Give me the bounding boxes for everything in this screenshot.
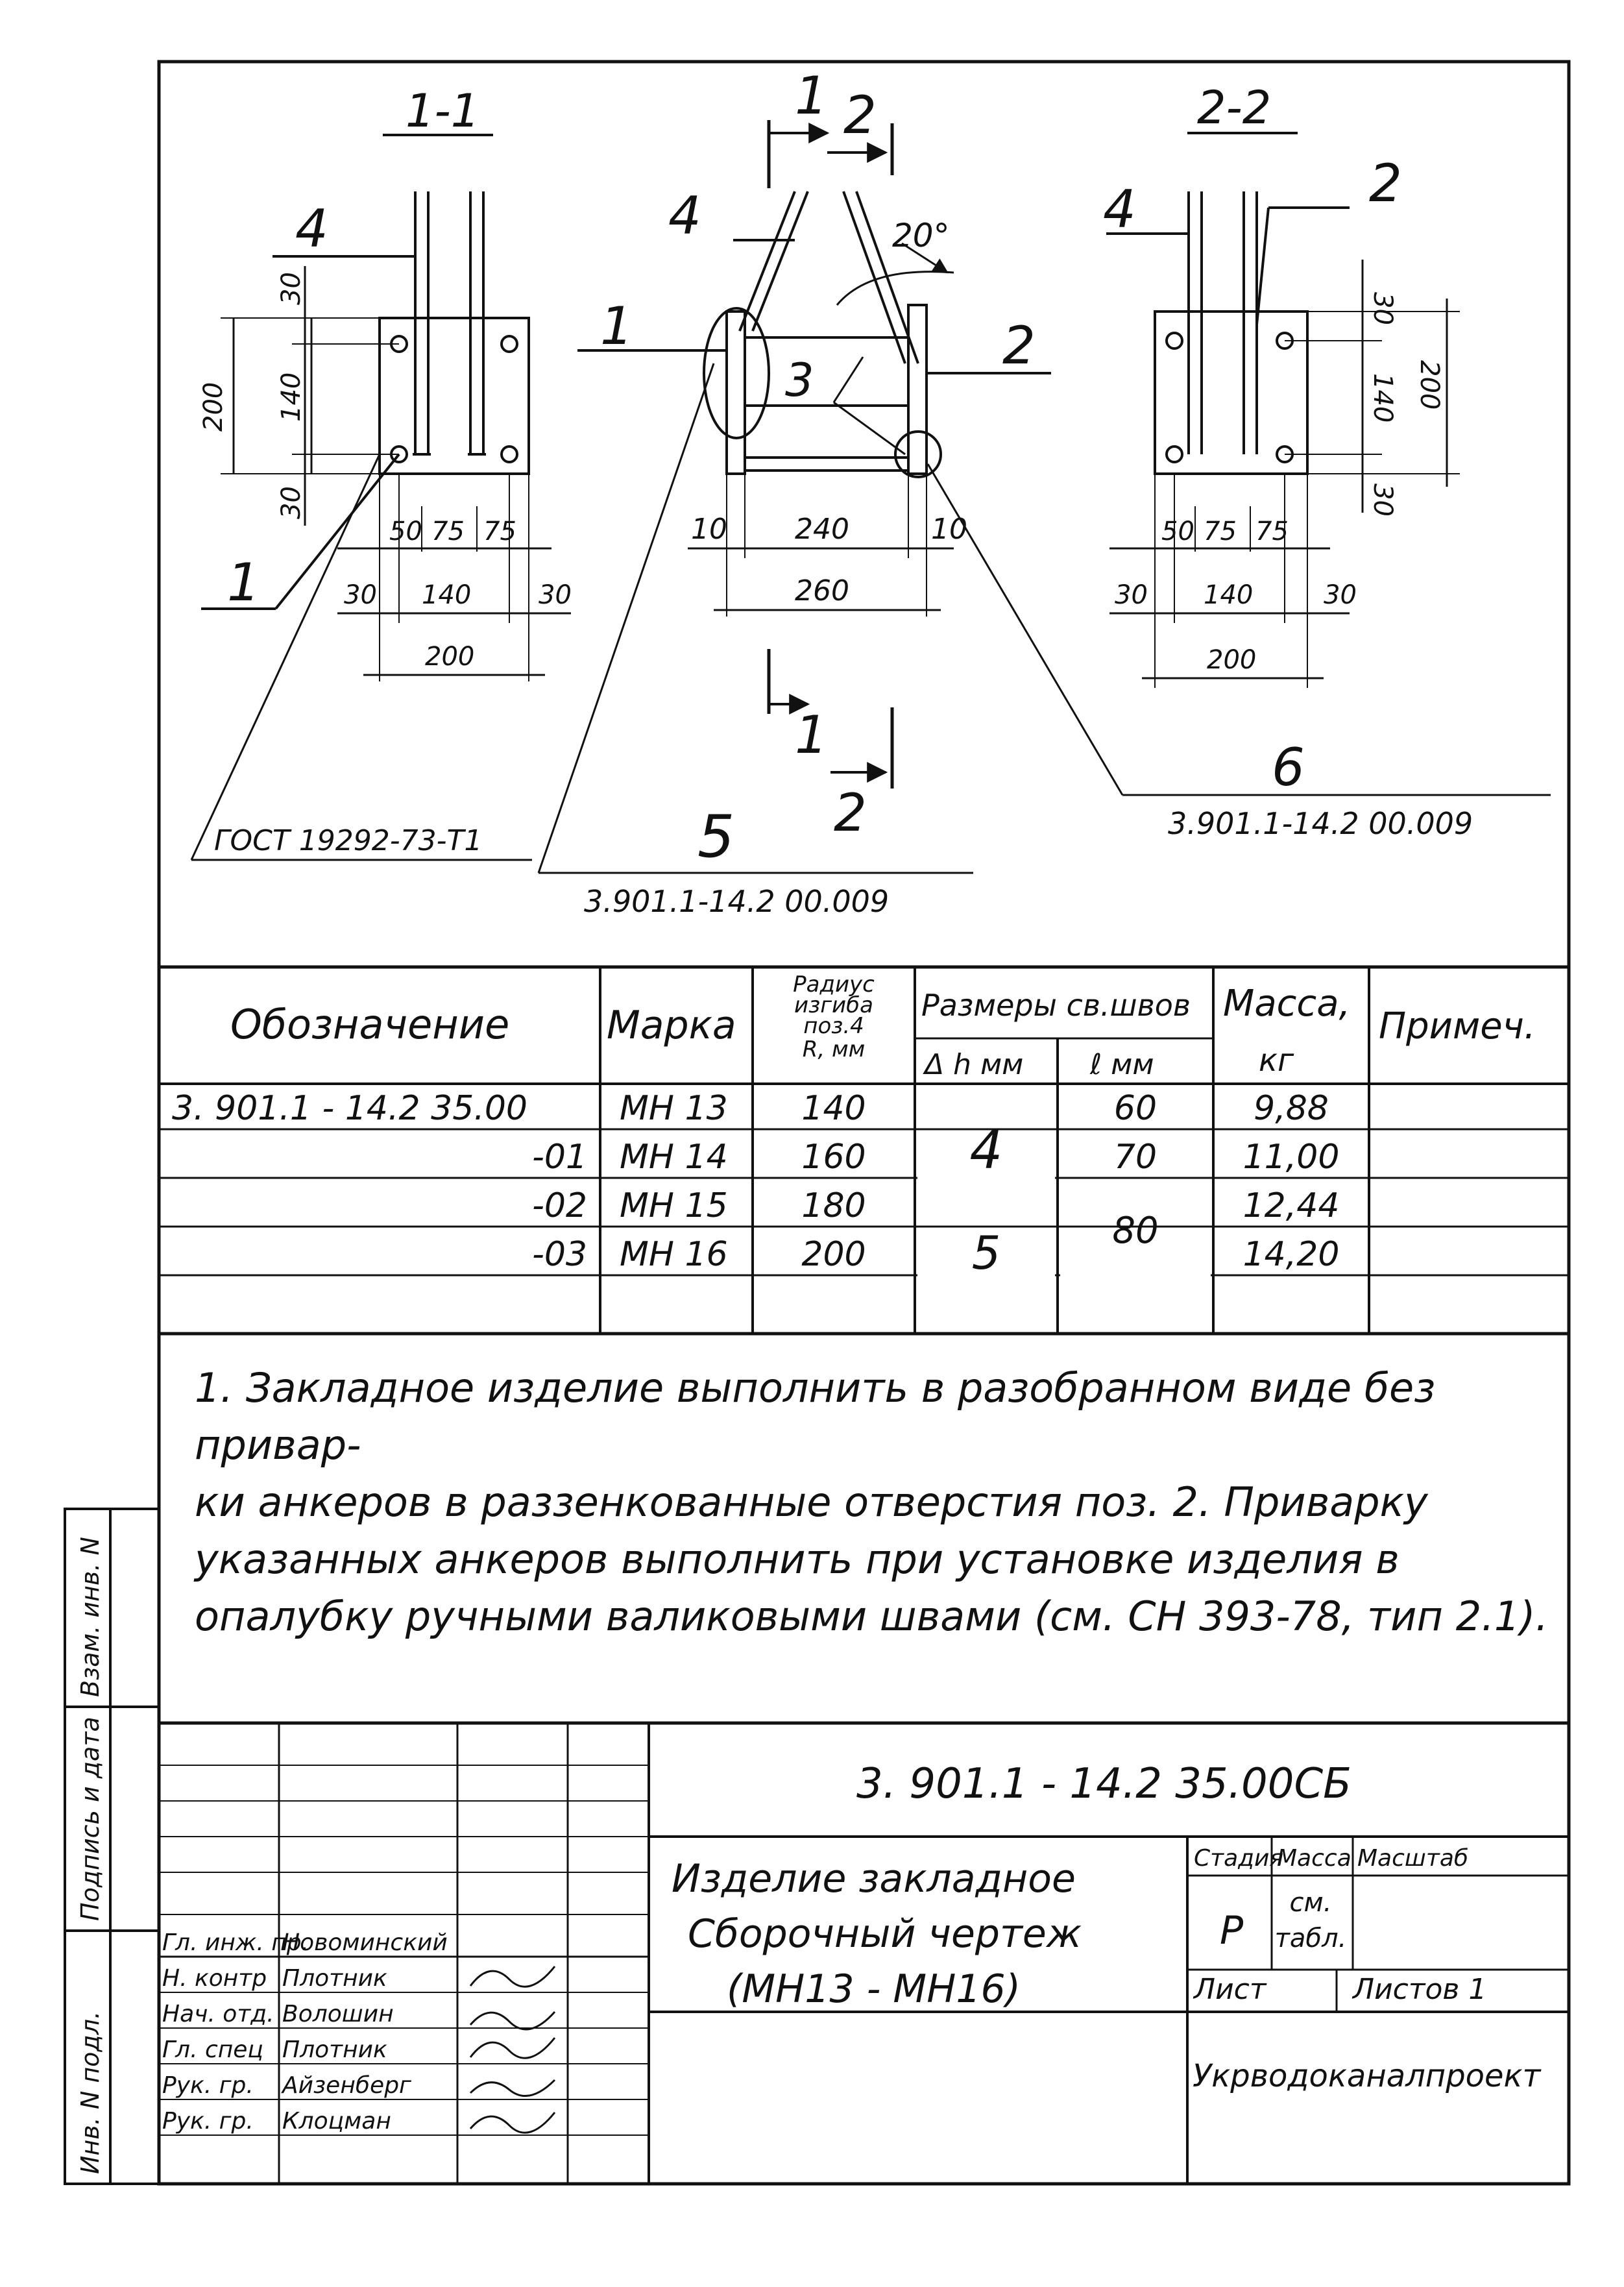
staff-name-1: Новоминский bbox=[282, 1929, 448, 1956]
th-radius-4: R, мм bbox=[802, 1036, 866, 1062]
cut-top-1: 1 bbox=[795, 66, 828, 126]
title-line-3: (МН13 - МН16) bbox=[727, 1966, 1021, 2012]
dim-left-75a: 75 bbox=[431, 517, 465, 546]
dim-mid-10b: 10 bbox=[931, 513, 967, 546]
dim-left-50: 50 bbox=[389, 517, 422, 546]
doc-code: 3. 901.1 - 14.2 35.00СБ bbox=[856, 1760, 1352, 1808]
view-section-1-1 bbox=[191, 135, 571, 860]
row-2-radius: 160 bbox=[801, 1138, 866, 1177]
cut-top-2: 2 bbox=[843, 85, 877, 145]
staff-name-2: Плотник bbox=[282, 1965, 387, 1992]
row-4-mass: 14,20 bbox=[1242, 1235, 1340, 1274]
dim-right-30b: 30 bbox=[1324, 580, 1357, 610]
sheet-label: Лист bbox=[1194, 1973, 1266, 2006]
note-line-2: ки анкеров в раззенкованные отверстия поз. 2. Приварку bbox=[195, 1478, 1428, 1526]
title-line-1: Изделие закладное bbox=[672, 1856, 1076, 1902]
dim-left-200h: 200 bbox=[425, 642, 475, 672]
row-2-mass: 11,00 bbox=[1242, 1138, 1340, 1177]
staff-role-6: Рук. гр. bbox=[162, 2108, 254, 2134]
dim-right-75b: 75 bbox=[1255, 517, 1289, 546]
pos-2-mid: 2 bbox=[1002, 315, 1036, 376]
title-line-2: Сборочный чертеж bbox=[688, 1911, 1082, 1957]
pos-1-left: 1 bbox=[227, 552, 260, 613]
pos-5: 5 bbox=[697, 803, 735, 871]
th-weld: Размеры св.швов bbox=[921, 988, 1191, 1023]
th-l: ℓ мм bbox=[1090, 1048, 1154, 1081]
angle-label: 20° bbox=[892, 217, 950, 254]
staff-role-5: Рук. гр. bbox=[162, 2072, 254, 2099]
th-dh: Δ h мм bbox=[925, 1048, 1024, 1081]
staff-name-5: Айзенберг bbox=[282, 2072, 411, 2099]
section-2-2-label: 2-2 bbox=[1197, 81, 1272, 134]
staff-role-1: Гл. инж. пр. bbox=[162, 1929, 309, 1956]
th-designation: Обозначение bbox=[230, 1001, 510, 1048]
th-radius-3: поз.4 bbox=[803, 1013, 864, 1039]
pos-4-right: 4 bbox=[1103, 179, 1136, 239]
row-1-radius: 140 bbox=[801, 1089, 866, 1128]
th-mass: Масса, bbox=[1223, 983, 1351, 1025]
side-inv-podl: Инв. N подл. bbox=[76, 2011, 104, 2174]
th-mark: Марка bbox=[607, 1003, 736, 1048]
dh-group-b: 5 bbox=[971, 1227, 1001, 1280]
dim-left-75b: 75 bbox=[483, 517, 516, 546]
dim-mid-10a: 10 bbox=[691, 513, 727, 546]
th-mass-unit: кг bbox=[1259, 1042, 1294, 1079]
stage-label: Стадия bbox=[1194, 1845, 1284, 1872]
ref-6: 3.901.1-14.2 00.009 bbox=[1168, 806, 1473, 841]
note-line-1: 1. Закладное изделие выполнить в разобранном виде без привар- bbox=[195, 1364, 1436, 1469]
pos-6: 6 bbox=[1272, 737, 1305, 798]
row-3-designation: -02 bbox=[532, 1186, 587, 1225]
dim-left-30a: 30 bbox=[344, 580, 377, 610]
row-1-mass: 9,88 bbox=[1254, 1089, 1329, 1128]
dim-left-140: 140 bbox=[276, 372, 306, 422]
gost-ref: ГОСТ 19292-73-Т1 bbox=[214, 824, 483, 857]
row-4-radius: 200 bbox=[801, 1235, 866, 1274]
row-2-mark: МН 14 bbox=[620, 1138, 728, 1177]
mass-value-1: см. bbox=[1289, 1888, 1332, 1918]
row-4-mark: МН 16 bbox=[620, 1235, 728, 1274]
staff-role-4: Гл. спец bbox=[162, 2036, 263, 2063]
side-inv-vzam: Взам. инв. N bbox=[76, 1537, 104, 1697]
staff-name-3: Волошин bbox=[282, 2001, 394, 2027]
section-1-1-label: 1-1 bbox=[406, 84, 480, 138]
staff-role-3: Нач. отд. bbox=[162, 2001, 274, 2027]
dim-left-200: 200 bbox=[199, 382, 228, 432]
notes-block bbox=[195, 1360, 1557, 1645]
cut-bot-2: 2 bbox=[834, 783, 867, 843]
staff-name-4: Плотник bbox=[282, 2036, 387, 2063]
dim-left-140h: 140 bbox=[422, 580, 472, 610]
dim-right-30-top: 30 bbox=[1368, 292, 1398, 325]
pos-3-mid: 3 bbox=[785, 354, 814, 407]
pos-2-right: 2 bbox=[1369, 153, 1402, 214]
org-name: Укрводоканалпроект bbox=[1193, 2058, 1541, 2094]
dim-left-30b: 30 bbox=[539, 580, 572, 610]
mass-value-2: табл. bbox=[1274, 1924, 1347, 1953]
row-1-mark: МН 13 bbox=[620, 1089, 728, 1128]
ref-5: 3.901.1-14.2 00.009 bbox=[584, 884, 890, 919]
sheets-label: Листов 1 bbox=[1353, 1973, 1487, 2006]
scale-label: Масштаб bbox=[1357, 1845, 1469, 1872]
row-2-l: 70 bbox=[1113, 1138, 1157, 1177]
dim-mid-260: 260 bbox=[795, 574, 849, 607]
stage-value: Р bbox=[1220, 1908, 1244, 1953]
row-3-mark: МН 15 bbox=[620, 1186, 728, 1225]
dim-right-30-bot: 30 bbox=[1368, 483, 1398, 517]
row-4-designation: -03 bbox=[532, 1235, 587, 1274]
row-3-mass: 12,44 bbox=[1242, 1186, 1340, 1225]
dim-right-200h: 200 bbox=[1207, 645, 1257, 675]
dim-left-30-top: 30 bbox=[276, 272, 306, 305]
th-note: Примеч. bbox=[1379, 1005, 1536, 1047]
dim-right-200: 200 bbox=[1414, 360, 1444, 410]
staff-role-2: Н. контр bbox=[162, 1965, 267, 1992]
cut-bot-1: 1 bbox=[795, 705, 828, 765]
row-1-designation: 3. 901.1 - 14.2 35.00 bbox=[172, 1089, 528, 1128]
dim-left-30-bot: 30 bbox=[276, 486, 306, 519]
staff-name-6: Клоцман bbox=[282, 2108, 391, 2134]
l-group-b: 80 bbox=[1112, 1210, 1159, 1252]
pos-4-mid: 4 bbox=[668, 186, 701, 246]
view-section-2-2 bbox=[1106, 133, 1460, 688]
row-1-l: 60 bbox=[1113, 1089, 1157, 1128]
row-2-designation: -01 bbox=[532, 1138, 587, 1177]
row-3-radius: 180 bbox=[801, 1186, 866, 1225]
dim-right-140h: 140 bbox=[1204, 580, 1254, 610]
pos-1-mid: 1 bbox=[600, 296, 633, 356]
dim-right-50: 50 bbox=[1161, 517, 1194, 546]
note-line-4: опалубку ручными валиковыми швами (см. СН 393-78, тип 2.1). bbox=[195, 1593, 1549, 1640]
dim-right-140: 140 bbox=[1368, 373, 1398, 423]
mass-label: Масса bbox=[1277, 1845, 1351, 1872]
dim-mid-240: 240 bbox=[795, 513, 849, 546]
dim-right-75a: 75 bbox=[1204, 517, 1237, 546]
note-line-3: указанных анкеров выполнить при установке изделия в bbox=[195, 1535, 1400, 1583]
th-radius-2: изгиба bbox=[794, 992, 873, 1018]
dim-right-30a: 30 bbox=[1115, 580, 1148, 610]
th-radius: Радиус bbox=[793, 972, 875, 997]
side-sign-date: Подпись и дата bbox=[76, 1717, 104, 1921]
pos-4-left: 4 bbox=[295, 199, 328, 259]
dh-group-a: 4 bbox=[969, 1120, 1003, 1180]
